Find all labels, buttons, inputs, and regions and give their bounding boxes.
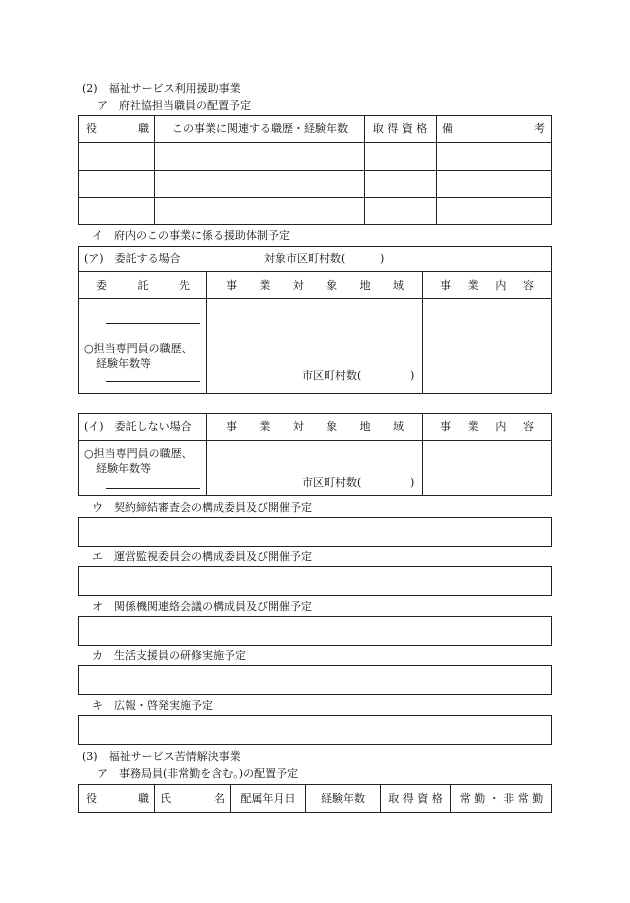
city-count-close: ) <box>410 369 415 382</box>
noconsign-label: (イ) 委託しない場合 <box>84 420 192 433</box>
header-consignee: 委 託 先 <box>96 279 190 292</box>
header3-name-1: 氏 <box>160 792 171 805</box>
header-content: 事 業 内 容 <box>440 279 534 292</box>
subsection-b-heading: イ 府内のこの事業に係る援助体制予定 <box>92 229 290 242</box>
consign-count-close: ) <box>380 252 385 265</box>
consign-label: (ア) 委託する場合 <box>84 252 181 265</box>
subsection-a-heading: ア 府社協担当職員の配置予定 <box>97 99 251 112</box>
header3-assign-date: 配属年月日 <box>240 792 296 805</box>
staff-career-line2: 経験年数等 <box>96 357 151 370</box>
header-role-1: 役 <box>86 122 97 135</box>
header-notes-1: 備 <box>442 122 453 135</box>
consign-count-label: 対象市区町村数( <box>264 252 346 265</box>
header3-qualification: 取 得 資 格 <box>388 792 443 805</box>
subsection-3a-heading: ア 事務局員(非常勤を含む。)の配置予定 <box>97 767 299 780</box>
city-count-label: 市区町村数( <box>302 369 362 382</box>
oversight-committee-box[interactable] <box>78 566 552 596</box>
header-qualification: 取 得 資 格 <box>372 122 428 135</box>
city-count-close-2: ) <box>410 476 415 489</box>
publicity-plan-box[interactable] <box>78 715 552 745</box>
subsection-f-heading: カ 生活支援員の研修実施予定 <box>92 649 246 662</box>
header-role-2: 職 <box>138 122 149 135</box>
section-2-heading: (2) 福祉サービス利用援助事業 <box>82 82 241 95</box>
staff-career-line1: ○担当専門員の職歴、 <box>84 342 193 355</box>
subsection-c-heading: ウ 契約締結審査会の構成委員及び開催予定 <box>92 501 312 514</box>
header3-role-2: 職 <box>138 792 149 805</box>
training-plan-box[interactable] <box>78 665 552 695</box>
header-career: この事業に関連する職歴・経験年数 <box>172 122 348 135</box>
liaison-meeting-box[interactable] <box>78 616 552 646</box>
header3-role-1: 役 <box>86 792 97 805</box>
city-count-label-2: 市区町村数( <box>302 476 362 489</box>
review-committee-box[interactable] <box>78 517 552 547</box>
header-content-2: 事 業 内 容 <box>440 420 534 433</box>
staff-career-line1-2: ○担当専門員の職歴、 <box>84 447 193 460</box>
staff-career-line2-2: 経験年数等 <box>96 462 151 475</box>
section-3-heading: (3) 福祉サービス苦情解決事業 <box>82 750 241 763</box>
header3-experience: 経験年数 <box>321 792 365 805</box>
header-area: 事 業 対 象 地 域 <box>226 279 404 292</box>
header3-name-2: 名 <box>214 792 225 805</box>
subsection-g-heading: キ 広報・啓発実施予定 <box>92 699 213 712</box>
subsection-d-heading: エ 運営監視委員会の構成委員及び開催予定 <box>92 550 312 563</box>
header-notes-2: 考 <box>534 122 545 135</box>
subsection-e-heading: オ 関係機関連絡会議の構成員及び開催予定 <box>92 600 312 613</box>
header3-employment: 常 勤 ・ 非 常 勤 <box>459 792 544 805</box>
header-area-2: 事 業 対 象 地 域 <box>226 420 404 433</box>
